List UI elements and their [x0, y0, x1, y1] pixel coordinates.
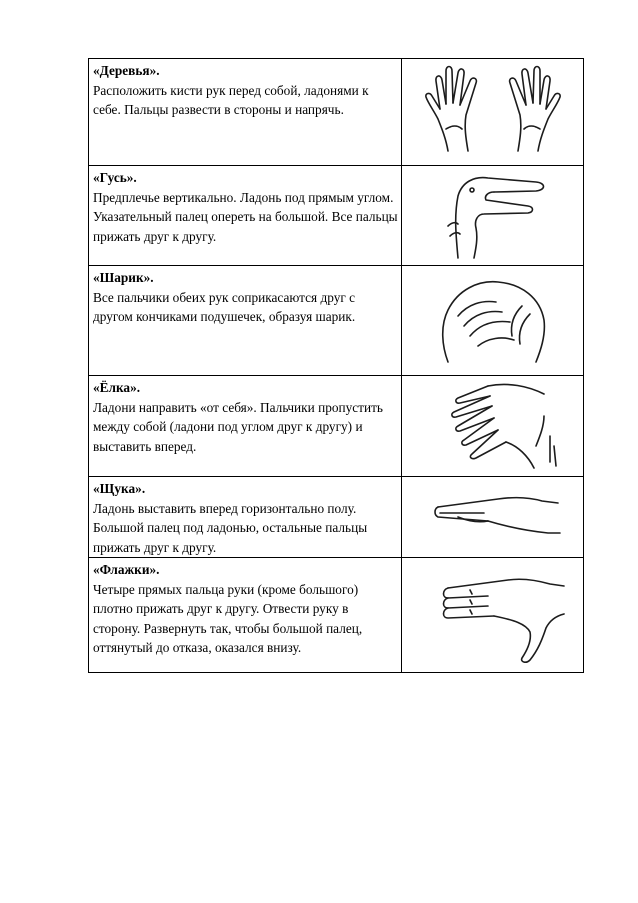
- exercise-title: «Шарик».: [93, 270, 154, 285]
- exercise-illustration-cell: [402, 166, 584, 266]
- exercise-title: «Щука».: [93, 481, 146, 496]
- exercise-illustration-cell: [402, 376, 584, 477]
- exercise-title: «Флажки».: [93, 562, 160, 577]
- exercise-illustration-cell: [402, 558, 584, 673]
- pike-hand-icon: [418, 477, 568, 553]
- exercise-description: Ладонь выставить вперед горизонтально полу. Большой палец под ладонью, остальные пальцы прижать друг к другу.: [93, 500, 368, 555]
- table-row: [89, 376, 584, 477]
- exercise-description: Расположить кисти рук перед собой, ладонями к себе. Пальцы развести в стороны и напрячь.: [93, 82, 369, 117]
- exercise-text-cell: [89, 477, 402, 558]
- table-row: [89, 558, 584, 673]
- exercise-title: «Деревья».: [93, 63, 160, 78]
- flag-hand-icon: [418, 558, 568, 668]
- ball-hands-icon: [418, 266, 568, 370]
- table-row: [89, 59, 584, 166]
- exercise-illustration-cell: [402, 266, 584, 376]
- exercise-description: Ладони направить «от себя». Пальчики пропустить между собой (ладони под углом друг к другу) и выставить вперед.: [93, 399, 383, 454]
- exercise-text-cell: [89, 558, 402, 673]
- exercise-text-cell: [89, 376, 402, 477]
- exercise-title: «Гусь».: [93, 170, 137, 185]
- exercise-description: Четыре прямых пальца руки (кроме большого) плотно прижать друг к другу. Отвести руку в сторону. Развернуть так, чтобы большой палец, оттянутый до отказа, оказался внизу.: [93, 581, 363, 655]
- exercise-title: «Ёлка».: [93, 380, 141, 395]
- exercise-text-cell: [89, 166, 402, 266]
- exercise-description: Предплечье вертикально. Ладонь под прямым углом. Указательный палец опереть на большой. Все пальцы прижать друг к другу.: [93, 189, 398, 244]
- table-row: [89, 266, 584, 376]
- exercise-illustration-cell: [402, 59, 584, 166]
- exercise-table: [88, 58, 584, 673]
- exercise-text-cell: [89, 266, 402, 376]
- exercise-text-cell: [89, 59, 402, 166]
- exercise-description: Все пальчики обеих рук соприкасаются друг с другом кончиками подушечек, образуя шарик.: [93, 289, 356, 324]
- goose-hand-icon: [418, 166, 568, 262]
- table-row: [89, 166, 584, 266]
- fir-tree-hands-icon: [418, 376, 568, 472]
- exercise-illustration-cell: [402, 477, 584, 558]
- two-open-palms-icon: [418, 59, 568, 159]
- table-row: [89, 477, 584, 558]
